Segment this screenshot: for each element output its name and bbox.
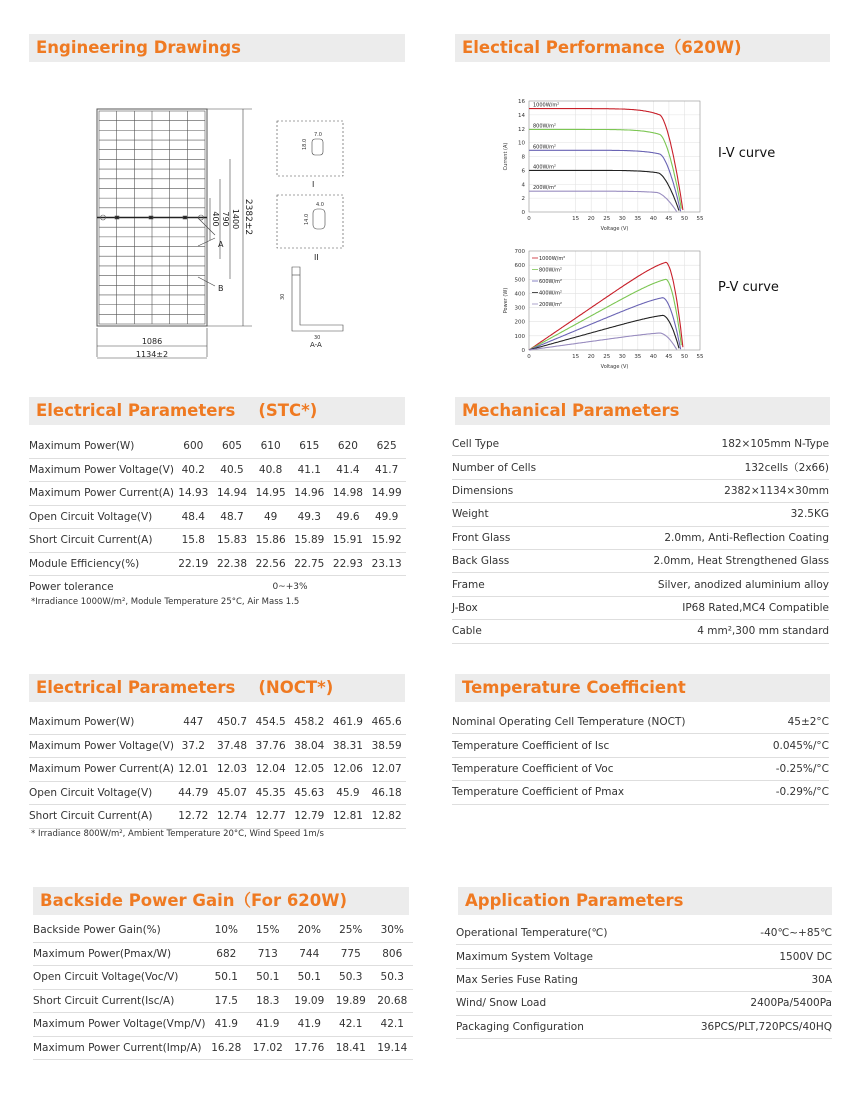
x-tick-label: 0 [527, 216, 531, 222]
stc-table [29, 435, 406, 599]
x-tick-label: 20 [587, 354, 595, 360]
stc-row [29, 552, 406, 576]
y-tick-label: 6 [521, 168, 525, 175]
row-label: Maximum Power Current(A) [29, 758, 174, 782]
row-value: 40.8 [251, 458, 290, 482]
row-value: 48.7 [213, 505, 252, 529]
tolerance-label: Power tolerance [29, 581, 114, 594]
x-tick-label: 30 [618, 216, 626, 222]
legend-label: 200W/m² [539, 302, 563, 308]
row-value: 22.56 [251, 552, 290, 576]
iv-chart [495, 93, 710, 238]
detail-i-box [277, 121, 343, 176]
y-tick-label: 500 [514, 277, 525, 284]
row-label: Maximum Power(W) [29, 711, 174, 734]
row-label: Maximum System Voltage [456, 945, 658, 968]
dim-1086: 1086 [141, 337, 163, 346]
row-value: 50.1 [289, 966, 330, 990]
row-value: 49 [251, 505, 290, 529]
row-value: 37.76 [251, 734, 290, 758]
pv-curve-caption: P-V curve [718, 280, 779, 295]
x-tick-label: 55 [696, 354, 704, 360]
row-label: Back Glass [452, 549, 574, 572]
x-tick-label: 40 [649, 354, 657, 360]
row-value: 625 [367, 435, 406, 458]
detail-ii-dim-b: 14.0 [304, 213, 310, 225]
legend-label: 400W/m² [539, 290, 563, 297]
row-value: 19.09 [289, 989, 330, 1013]
row-value: 12.79 [290, 805, 329, 829]
y-tick-label: 2 [521, 196, 525, 203]
engineering-drawings-header: Engineering Drawings [29, 34, 405, 62]
series-line [529, 150, 681, 211]
row-value: Silver, anodized aluminium alloy [574, 573, 829, 596]
row-label: Open Circuit Voltage(Voc/V) [33, 966, 206, 990]
x-tick-label: 30 [618, 354, 626, 360]
row-value: 50.3 [371, 966, 413, 990]
app-row [456, 992, 832, 1015]
row-value: 12.05 [290, 758, 329, 782]
x-tick-label: 25 [603, 216, 611, 222]
row-value: 38.59 [367, 734, 406, 758]
detail-i-dim-a: 7.0 [314, 132, 322, 138]
row-label: Maximum Power(W) [29, 435, 174, 458]
row-value: 615 [290, 435, 329, 458]
row-value: 25% [330, 919, 371, 942]
detail-i-dim-b: 18.0 [302, 138, 308, 150]
row-value: 46.18 [367, 781, 406, 805]
row-value: 22.75 [290, 552, 329, 576]
temp-row [452, 781, 829, 804]
junction-box [149, 216, 153, 219]
row-label: Cell Type [452, 433, 574, 456]
x-axis-label: Voltage (V) [600, 364, 629, 370]
dim-1134: 1134±2 [135, 350, 169, 359]
row-label: Maximum Power Voltage(V) [29, 734, 174, 758]
temp-row [452, 757, 829, 780]
row-value: 182×105mm N-Type [574, 433, 829, 456]
x-tick-label: 55 [696, 216, 704, 222]
row-value: 49.6 [329, 505, 368, 529]
row-label: Temperature Coefficient of Isc [452, 734, 756, 757]
detail-ii-slot [313, 209, 325, 229]
row-value: 40.2 [174, 458, 213, 482]
backside-row [33, 966, 413, 990]
y-tick-label: 400 [514, 291, 525, 298]
label-a: A [218, 240, 224, 249]
stc-row [29, 435, 406, 458]
row-value: 4 mm²,300 mm standard [574, 620, 829, 643]
row-label: Maximum Power Current(A) [29, 482, 174, 506]
label-i: I [312, 180, 315, 189]
row-value: 50.3 [330, 966, 371, 990]
row-value: 23.13 [367, 552, 406, 576]
stc-row [29, 482, 406, 506]
y-axis-label: Current (A) [503, 142, 509, 171]
y-tick-label: 8 [521, 154, 525, 161]
row-label: Temperature Coefficient of Voc [452, 757, 756, 780]
y-tick-label: 16 [518, 99, 525, 105]
mech-row [452, 503, 829, 526]
x-tick-label: 50 [680, 354, 688, 360]
row-value: 15.8 [174, 529, 213, 553]
legend-label: 600W/m² [533, 144, 557, 151]
mech-row [452, 549, 829, 572]
row-value: 45.9 [329, 781, 368, 805]
y-tick-label: 4 [521, 182, 525, 189]
row-value: 41.9 [247, 1013, 288, 1037]
mechanical-parameters-header: Mechanical Parameters [455, 397, 830, 425]
row-value: 38.04 [290, 734, 329, 758]
iv-curve-caption: I-V curve [718, 146, 776, 161]
label-b: B [218, 284, 224, 293]
row-value: 50.1 [206, 966, 247, 990]
row-value: 1500V DC [658, 945, 833, 968]
junction-box [115, 216, 119, 219]
row-value: 12.72 [174, 805, 213, 829]
noct-parameters-header: Electrical Parameters (NOCT*) [29, 674, 405, 702]
application-table [456, 922, 832, 1039]
row-value: 15.91 [329, 529, 368, 553]
engineering-drawing [60, 95, 380, 370]
row-label: Open Circuit Voltage(V) [29, 781, 174, 805]
frame-dim-a: 30 [280, 293, 286, 300]
legend-label: 200W/m² [533, 185, 557, 192]
row-value: -0.29%/°C [756, 781, 829, 804]
mechanical-table [452, 433, 829, 644]
application-parameters-header: Application Parameters [458, 887, 832, 915]
stc-parameters-header: Electrical Parameters (STC*) [29, 397, 405, 425]
row-label: Frame [452, 573, 574, 596]
row-value: 620 [329, 435, 368, 458]
row-value: 744 [289, 942, 330, 966]
detail-ii-box [277, 195, 343, 248]
x-tick-label: 40 [649, 216, 657, 222]
row-value: 17.76 [289, 1036, 330, 1060]
row-value: 19.14 [371, 1036, 413, 1060]
backside-row [33, 1036, 413, 1060]
row-value: 16.28 [206, 1036, 247, 1060]
mech-row [452, 526, 829, 549]
series-line [529, 191, 677, 211]
row-value: 18.3 [247, 989, 288, 1013]
mech-row [452, 596, 829, 619]
row-label: Operational Temperature(℃) [456, 922, 658, 945]
legend-label: 800W/m² [539, 267, 563, 274]
y-tick-label: 0 [521, 348, 525, 354]
y-tick-label: 200 [514, 319, 525, 326]
row-value: 15.83 [213, 529, 252, 553]
stc-row [29, 458, 406, 482]
row-label: Cable [452, 620, 574, 643]
row-label: Short Circuit Current(A) [29, 805, 174, 829]
row-value: 37.2 [174, 734, 213, 758]
row-value: 2.0mm, Heat Strengthened Glass [574, 549, 829, 572]
row-value: 22.19 [174, 552, 213, 576]
x-tick-label: 0 [527, 354, 531, 360]
backside-power-gain-header: Backside Power Gain（For 620W) [33, 887, 409, 915]
row-value: 461.9 [329, 711, 368, 734]
y-tick-label: 14 [518, 112, 525, 119]
row-value: 15.92 [367, 529, 406, 553]
row-value: 15% [247, 919, 288, 942]
backside-row [33, 942, 413, 966]
row-value: IP68 Rated,MC4 Compatible [574, 596, 829, 619]
app-row [456, 945, 832, 968]
row-value: 454.5 [251, 711, 290, 734]
row-value: 12.07 [367, 758, 406, 782]
y-tick-label: 0 [521, 210, 525, 216]
stc-row [29, 529, 406, 553]
row-value: 45.07 [213, 781, 252, 805]
row-value: 22.38 [213, 552, 252, 576]
y-tick-label: 12 [518, 126, 525, 133]
row-value: 458.2 [290, 711, 329, 734]
noct-table [29, 711, 406, 829]
legend-label: 800W/m² [533, 123, 557, 130]
backside-gain-table [33, 919, 413, 1060]
dim-1400: 1400 [231, 208, 240, 230]
temperature-table [452, 711, 829, 805]
stc-note: *Irradiance 1000W/m², Module Temperature 25°C, Air Mass 1.5 [31, 597, 300, 607]
row-label: Max Series Fuse Rating [456, 968, 658, 991]
row-value: 20.68 [371, 989, 413, 1013]
stc-row [29, 505, 406, 529]
x-tick-label: 15 [572, 354, 580, 360]
x-tick-label: 15 [572, 216, 580, 222]
y-tick-label: 700 [514, 249, 525, 255]
row-label: Front Glass [452, 526, 574, 549]
noct-row [29, 734, 406, 758]
row-label: Number of Cells [452, 456, 574, 479]
row-value: 14.93 [174, 482, 213, 506]
row-value: 14.98 [329, 482, 368, 506]
row-value: 2382×1134×30mm [574, 479, 829, 502]
app-row [456, 1015, 832, 1038]
row-value: -0.25%/°C [756, 757, 829, 780]
row-value: 41.4 [329, 458, 368, 482]
row-value: 12.03 [213, 758, 252, 782]
x-tick-label: 25 [603, 354, 611, 360]
row-label: Module Efficiency(%) [29, 552, 174, 576]
x-tick-label: 45 [665, 354, 673, 360]
noct-row [29, 758, 406, 782]
mech-row [452, 620, 829, 643]
row-value: 30A [658, 968, 833, 991]
row-value: 14.95 [251, 482, 290, 506]
mech-row [452, 456, 829, 479]
backside-row [33, 1013, 413, 1037]
row-label: J-Box [452, 596, 574, 619]
row-value: 41.7 [367, 458, 406, 482]
row-value: 49.9 [367, 505, 406, 529]
row-value: 38.31 [329, 734, 368, 758]
noct-row [29, 711, 406, 734]
noct-row [29, 805, 406, 829]
row-value: 30% [371, 919, 413, 942]
legend-label: 1000W/m² [533, 102, 560, 109]
row-value: 2400Pa/5400Pa [658, 992, 833, 1015]
row-value: 10% [206, 919, 247, 942]
row-value: 40.5 [213, 458, 252, 482]
row-value: 600 [174, 435, 213, 458]
row-value: 36PCS/PLT,720PCS/40HQ [658, 1015, 833, 1038]
row-value: 132cells（2x66) [574, 456, 829, 479]
row-value: 42.1 [371, 1013, 413, 1037]
row-value: 44.79 [174, 781, 213, 805]
row-value: 17.02 [247, 1036, 288, 1060]
row-value: 32.5KG [574, 503, 829, 526]
row-value: 12.82 [367, 805, 406, 829]
row-label: Maximum Power Current(Imp/A) [33, 1036, 206, 1060]
y-tick-label: 300 [514, 305, 525, 312]
row-label: Backside Power Gain(%) [33, 919, 206, 942]
row-value: 12.04 [251, 758, 290, 782]
row-value: 49.3 [290, 505, 329, 529]
row-value: 682 [206, 942, 247, 966]
row-value: 713 [247, 942, 288, 966]
detail-ii-dim-a: 4.0 [316, 202, 324, 208]
row-value: 12.74 [213, 805, 252, 829]
row-value: 12.01 [174, 758, 213, 782]
row-value: -40℃~+85℃ [658, 922, 833, 945]
row-value: 22.93 [329, 552, 368, 576]
row-value: 37.48 [213, 734, 252, 758]
mech-row [452, 433, 829, 456]
x-axis-label: Voltage (V) [600, 226, 629, 232]
row-value: 18.41 [330, 1036, 371, 1060]
row-value: 14.94 [213, 482, 252, 506]
x-tick-label: 45 [665, 216, 673, 222]
legend-label: 1000W/m² [539, 256, 566, 262]
row-value: 2.0mm, Anti-Reflection Coating [574, 526, 829, 549]
row-value: 15.86 [251, 529, 290, 553]
legend-label: 400W/m² [533, 164, 557, 171]
row-value: 12.81 [329, 805, 368, 829]
row-value: 45±2°C [756, 711, 829, 734]
frame-cross-section [292, 267, 343, 331]
tolerance-value: 0~+3% [272, 582, 308, 593]
mech-row [452, 573, 829, 596]
row-value: 45.63 [290, 781, 329, 805]
label-ii: II [314, 253, 319, 262]
x-tick-label: 20 [587, 216, 595, 222]
row-value: 12.77 [251, 805, 290, 829]
row-value: 12.06 [329, 758, 368, 782]
row-value: 20% [289, 919, 330, 942]
row-label: Wind/ Snow Load [456, 992, 658, 1015]
dim-790: 790 [221, 211, 230, 227]
row-value: 447 [174, 711, 213, 734]
frame-dim-b: 30 [314, 335, 321, 341]
row-value: 450.7 [213, 711, 252, 734]
row-value: 48.4 [174, 505, 213, 529]
row-value: 41.9 [289, 1013, 330, 1037]
row-label: Short Circuit Current(A) [29, 529, 174, 553]
noct-row [29, 781, 406, 805]
row-label: Packaging Configuration [456, 1015, 658, 1038]
row-label: Open Circuit Voltage(V) [29, 505, 174, 529]
row-label: Maximum Power Voltage(V) [29, 458, 174, 482]
row-value: 775 [330, 942, 371, 966]
row-value: 45.35 [251, 781, 290, 805]
y-tick-label: 10 [518, 140, 525, 147]
legend-label: 600W/m² [539, 279, 563, 285]
dim-2382: 2382±2 [243, 198, 253, 236]
mech-row [452, 479, 829, 502]
app-row [456, 922, 832, 945]
junction-box [183, 216, 187, 219]
row-value: 41.1 [290, 458, 329, 482]
row-label: Short Circuit Current(Isc/A) [33, 989, 206, 1013]
row-label: Nominal Operating Cell Temperature (NOCT) [452, 711, 756, 734]
row-value: 41.9 [206, 1013, 247, 1037]
backside-row [33, 989, 413, 1013]
temp-row [452, 734, 829, 757]
row-label: Maximum Power Voltage(Vmp/V) [33, 1013, 206, 1037]
temp-row [452, 711, 829, 734]
y-axis-label: Power (W) [503, 287, 509, 314]
y-tick-label: 100 [514, 333, 525, 340]
row-value: 0.045%/°C [756, 734, 829, 757]
app-row [456, 968, 832, 991]
noct-note: * Irradiance 800W/m², Ambient Temperature 20°C, Wind Speed 1m/s [31, 829, 324, 839]
row-value: 605 [213, 435, 252, 458]
row-value: 610 [251, 435, 290, 458]
row-value: 50.1 [247, 966, 288, 990]
backside-row [33, 919, 413, 942]
x-tick-label: 35 [634, 216, 642, 222]
row-value: 15.89 [290, 529, 329, 553]
x-tick-label: 50 [680, 216, 688, 222]
row-label: Dimensions [452, 479, 574, 502]
row-value: 806 [371, 942, 413, 966]
module-cell-grid [97, 109, 207, 326]
row-label: Maximum Power(Pmax/W) [33, 942, 206, 966]
row-value: 465.6 [367, 711, 406, 734]
row-value: 17.5 [206, 989, 247, 1013]
temperature-coefficient-header: Temperature Coefficient [455, 674, 830, 702]
label-aa: A-A [310, 341, 322, 349]
pv-chart [495, 245, 710, 380]
row-value: 14.99 [367, 482, 406, 506]
row-label: Temperature Coefficient of Pmax [452, 781, 756, 804]
row-value: 14.96 [290, 482, 329, 506]
y-tick-label: 600 [514, 263, 525, 270]
row-value: 19.89 [330, 989, 371, 1013]
x-tick-label: 35 [634, 354, 642, 360]
row-value: 42.1 [330, 1013, 371, 1037]
tolerance-row [29, 576, 406, 599]
electrical-performance-header: Electical Performance（620W) [455, 34, 830, 62]
detail-i-slot [312, 139, 323, 155]
row-label: Weight [452, 503, 574, 526]
dim-400: 400 [211, 211, 220, 227]
